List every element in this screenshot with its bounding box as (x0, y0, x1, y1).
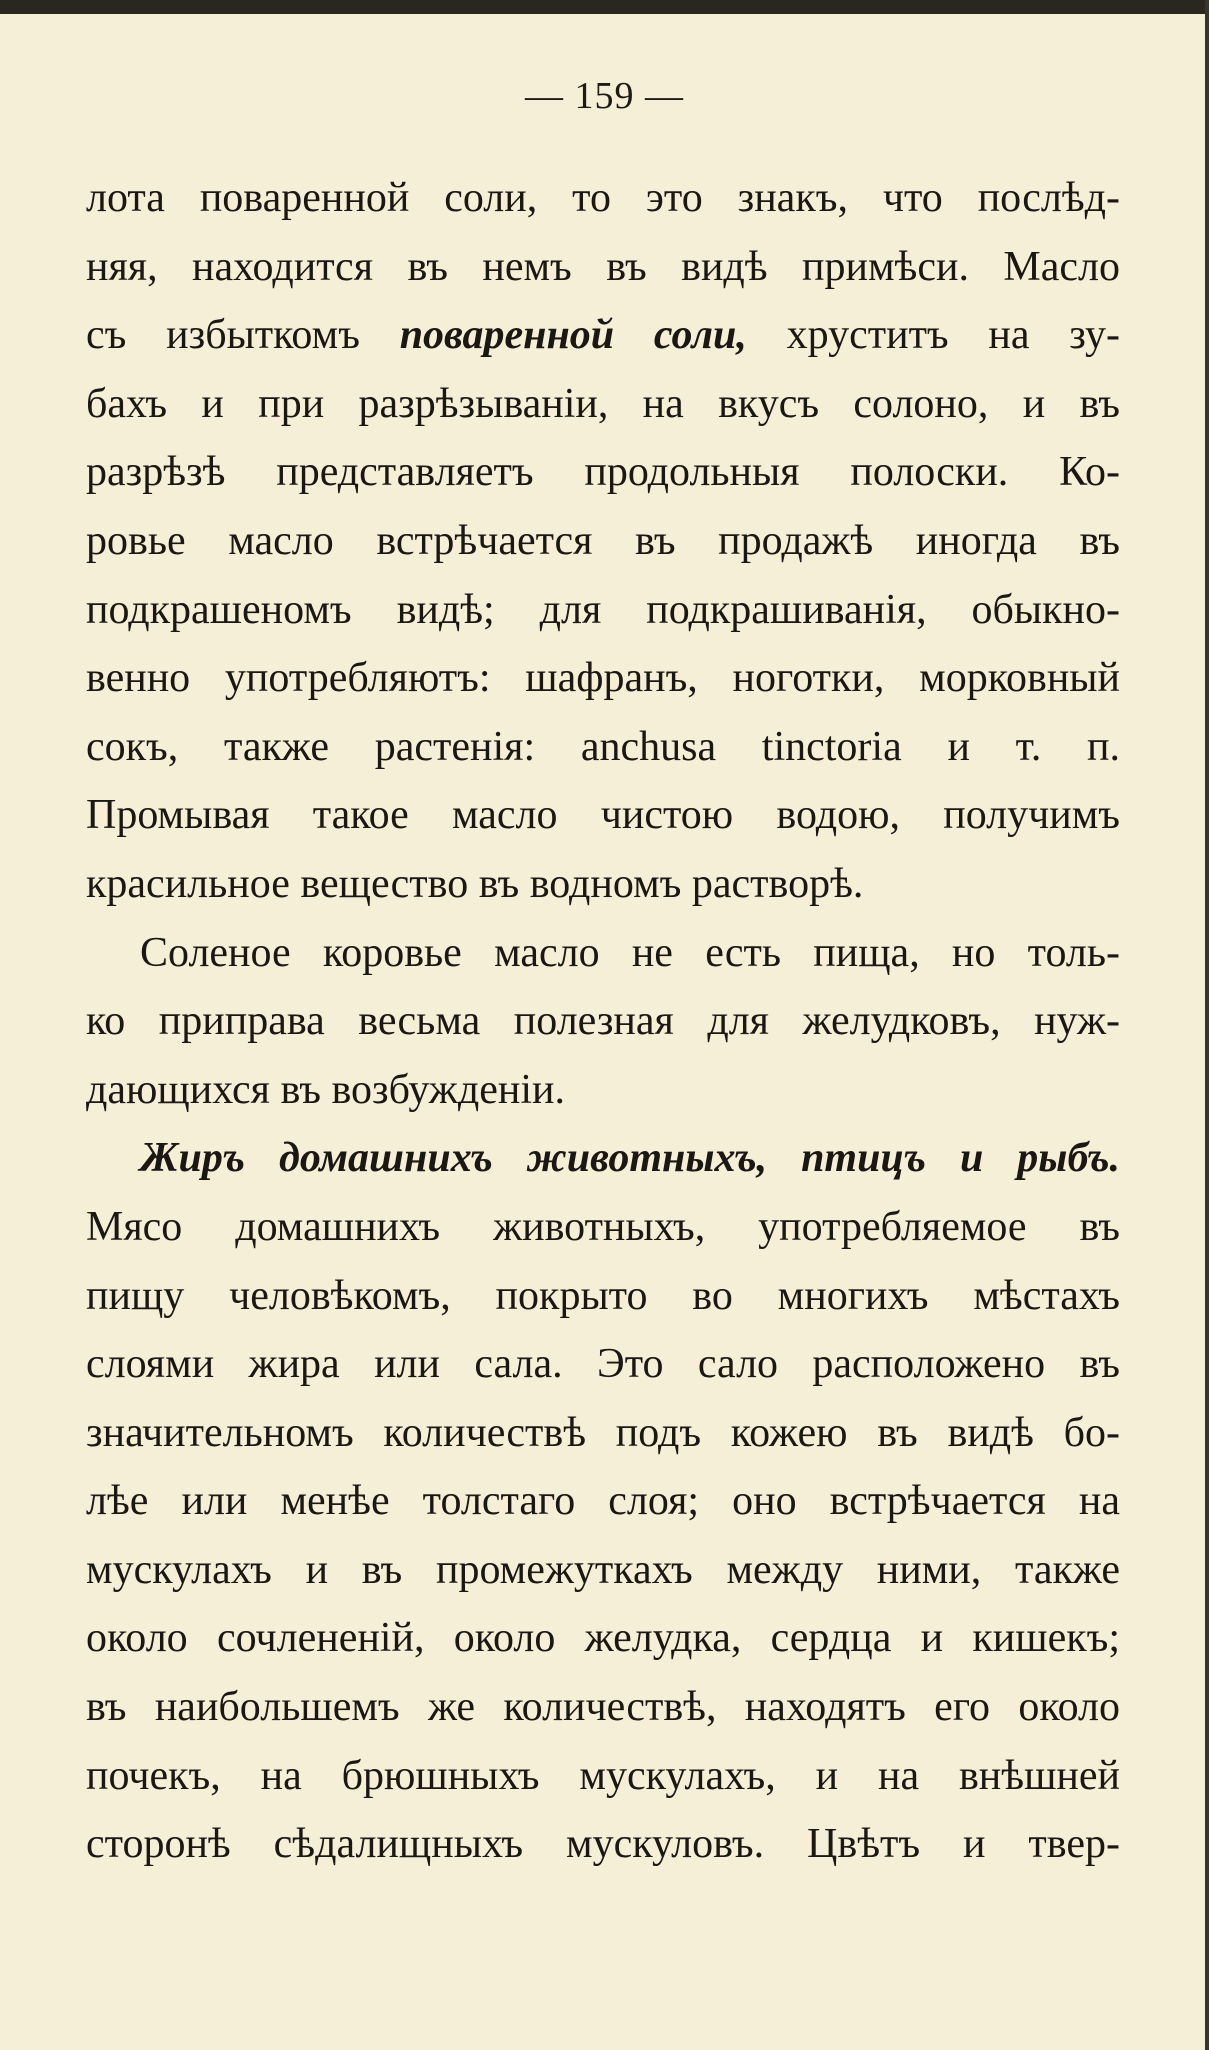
text-line: ровье масло встрѣчается въ продажѣ иногда въ (86, 517, 1120, 564)
text-line: бахъ и при разрѣзываніи, на вкусъ солоно, и въ (86, 380, 1120, 427)
text-line: подкрашеномъ видѣ; для подкрашиванія, обыкно- (86, 586, 1120, 633)
text-segment: съ избыткомъ (86, 312, 400, 359)
text-line: разрѣзѣ представляетъ продольныя полоски. Ко- (86, 449, 1120, 496)
text-line: значительномъ количествѣ подъ кожею въ видѣ бо- (86, 1409, 1120, 1456)
text-line: венно употребляютъ: шафранъ, ноготки, морковный (86, 655, 1120, 702)
text-line: лота поваренной соли, то это знакъ, что послѣд- (86, 175, 1120, 221)
text-line: въ наибольшемъ же количествѣ, находятъ его около (86, 1684, 1120, 1731)
text-line: дающихся въ возбужденіи. (86, 1066, 565, 1113)
scan-right-border (1205, 0, 1209, 2050)
text-line: лѣе или менѣе толстаго слоя; оно встрѣчается на (86, 1478, 1120, 1525)
section-heading-line: Жиръ домашнихъ животныхъ, птицъ и рыбъ. (140, 1135, 1120, 1182)
text-line (86, 301, 1120, 370)
page-number: — 159 — (525, 75, 684, 117)
text-line: пищу человѣкомъ, покрыто во многихъ мѣстахъ (86, 1272, 1120, 1319)
text-segment: хруститъ на зу- (746, 312, 1120, 359)
text-line: почекъ, на брюшныхъ мускулахъ, и на внѣшней (86, 1752, 1120, 1799)
text-line: сокъ, также растенія: anchusa tinctoria и т. п. (86, 723, 1120, 770)
scan-top-border (0, 0, 1209, 14)
emphasized-term: поваренной соли, (399, 312, 747, 359)
body-text (86, 164, 1120, 1879)
text-line: Промывая такое масло чистою водою, получимъ (86, 792, 1120, 839)
text-line: няя, находится въ немъ въ видѣ примѣси. Масло (86, 243, 1120, 290)
text-line: мускулахъ и въ промежуткахъ между ними, также (86, 1546, 1120, 1593)
text-line: Мясо домашнихъ животныхъ, употребляемое въ (86, 1203, 1120, 1250)
paragraph-start-line: Соленое коровье масло не есть пища, но толь- (140, 929, 1120, 976)
text-line: красильное вещество въ водномъ растворѣ. (86, 860, 864, 907)
text-line: сторонѣ сѣдалищныхъ мускуловъ. Цвѣтъ и твер- (86, 1821, 1120, 1868)
text-line: около сочлененій, около желудка, сердца и кишекъ; (86, 1615, 1120, 1662)
text-line: ко приправа весьма полезная для желудковъ, нуж- (86, 998, 1120, 1045)
text-line: слоями жира или сала. Это сало расположено въ (86, 1341, 1120, 1388)
